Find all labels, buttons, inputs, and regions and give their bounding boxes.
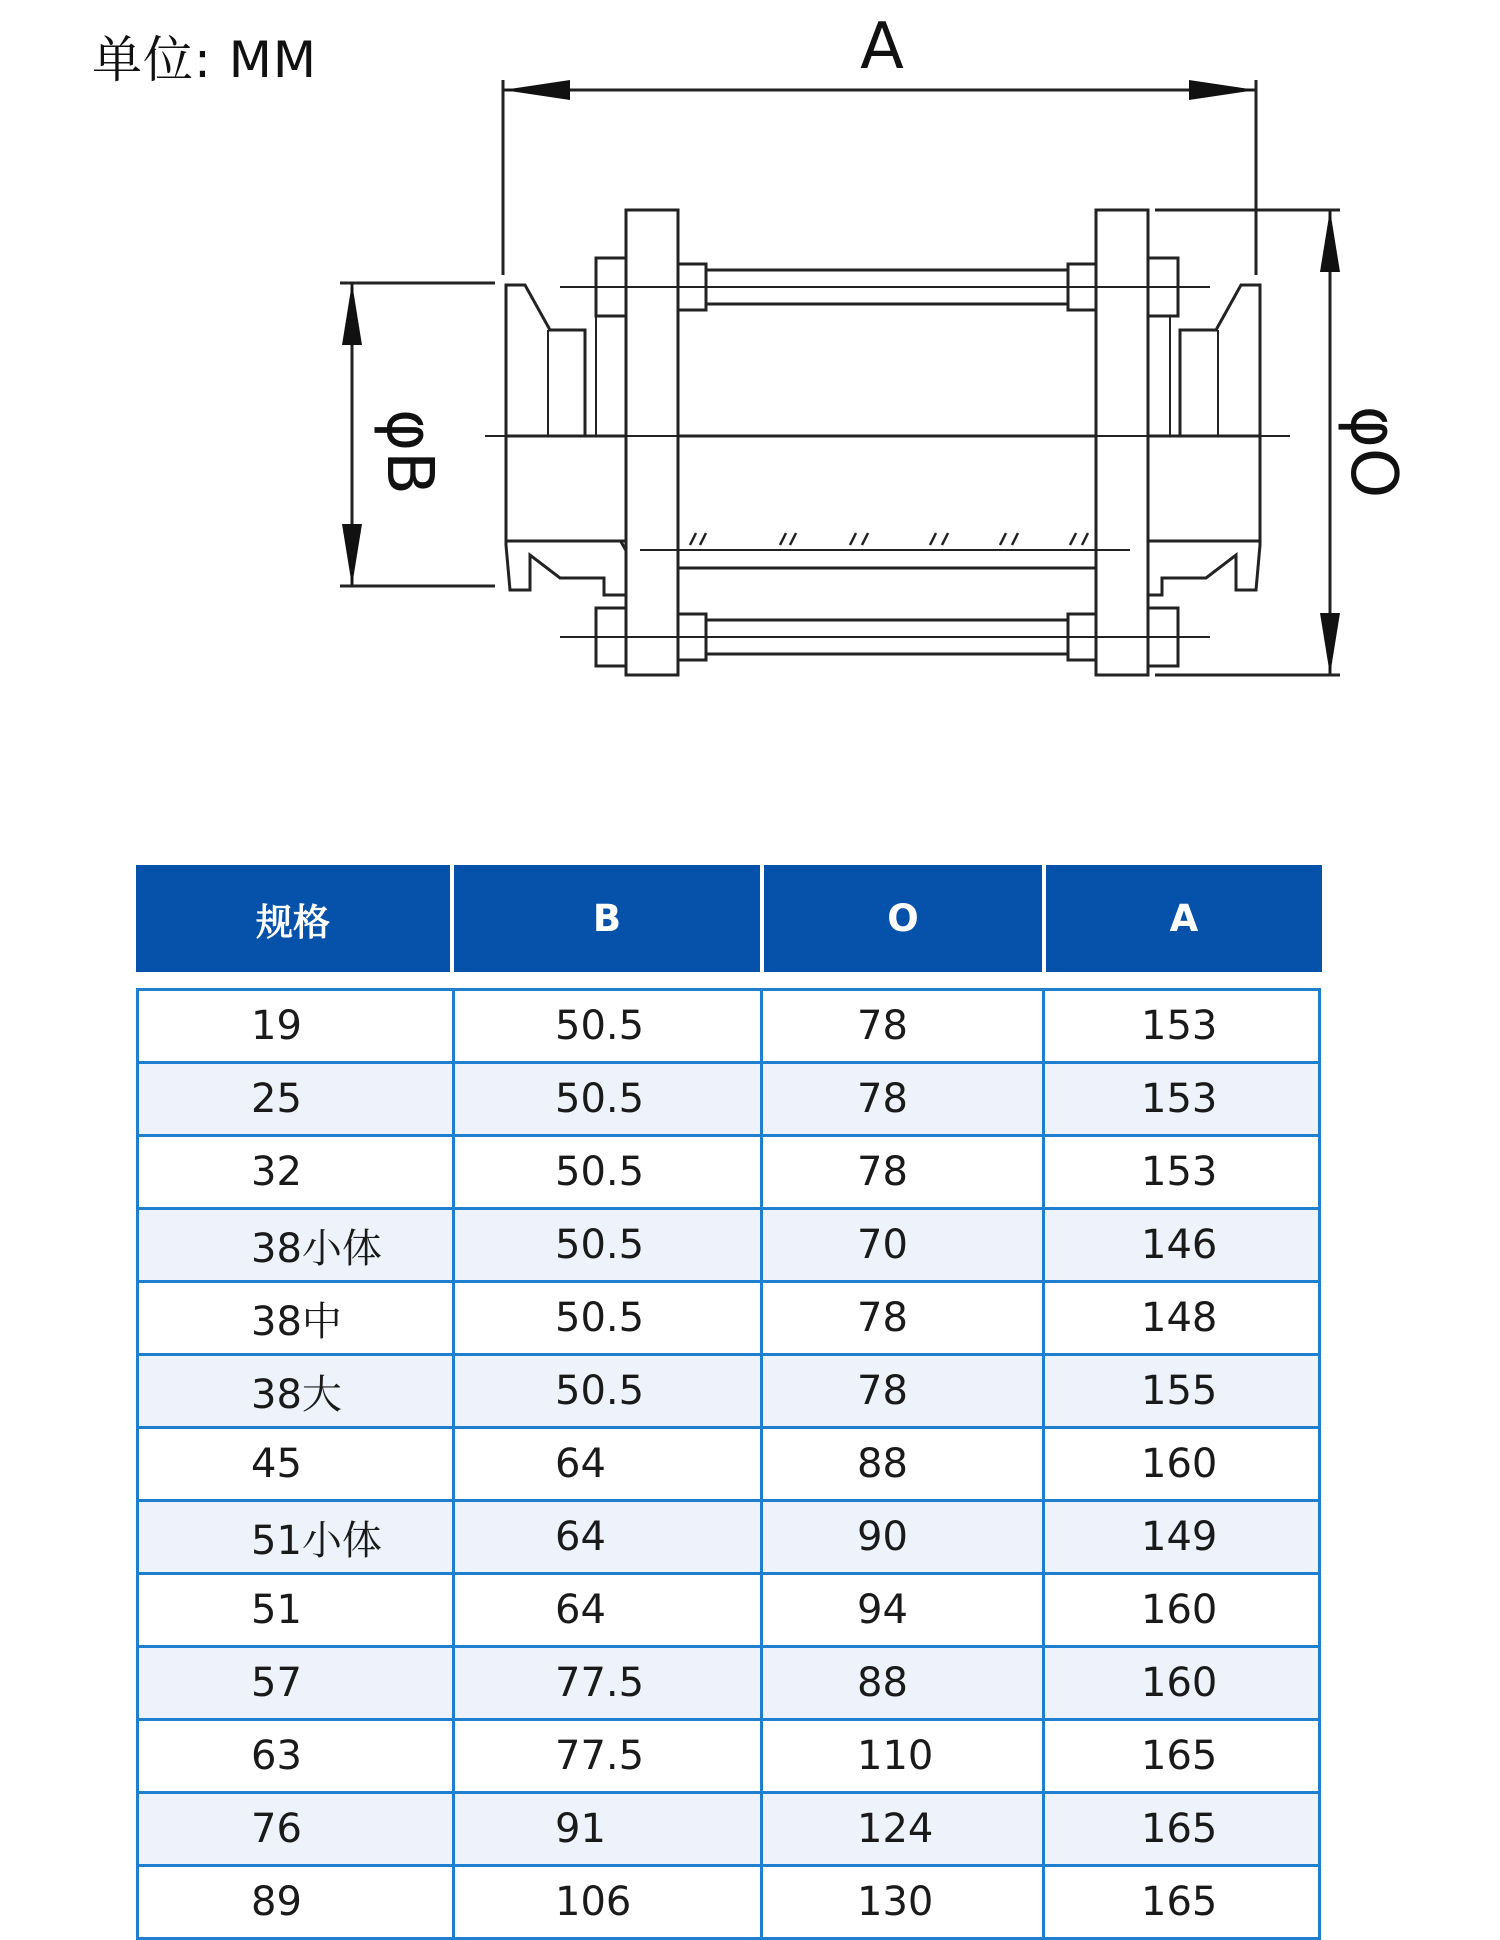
- arrow-b-bottom: [342, 524, 362, 586]
- cell-b: 91: [454, 1793, 762, 1866]
- right-flange: [1096, 210, 1148, 675]
- cell-b: 50.5: [454, 1063, 762, 1136]
- cell-b: 50.5: [454, 1355, 762, 1428]
- table-row: [138, 1793, 1320, 1866]
- cell-spec: 76: [138, 1793, 454, 1866]
- cell-b: 77.5: [454, 1647, 762, 1720]
- cell-b: 77.5: [454, 1720, 762, 1793]
- sight-glass-drawing: [0, 0, 1500, 760]
- cell-a: 155: [1044, 1355, 1320, 1428]
- cell-o: 110: [762, 1720, 1044, 1793]
- cell-a: 153: [1044, 990, 1320, 1063]
- header-spec: 规格: [136, 865, 450, 972]
- cell-spec: 19: [138, 990, 454, 1063]
- header-o: O: [764, 865, 1042, 972]
- cell-a: 160: [1044, 1647, 1320, 1720]
- cell-b: 106: [454, 1866, 762, 1939]
- unit-label: 单位: MM: [92, 31, 318, 89]
- cell-a: 149: [1044, 1501, 1320, 1574]
- cell-b: 50.5: [454, 1209, 762, 1282]
- arrow-a-right: [1189, 80, 1256, 100]
- cell-a: 153: [1044, 1063, 1320, 1136]
- cell-o: 78: [762, 1136, 1044, 1209]
- cell-spec: 89: [138, 1866, 454, 1939]
- table-row: [138, 1647, 1320, 1720]
- cell-b: 50.5: [454, 990, 762, 1063]
- cell-o: 88: [762, 1428, 1044, 1501]
- cell-o: 124: [762, 1793, 1044, 1866]
- cell-o: 78: [762, 1282, 1044, 1355]
- cell-spec: 45: [138, 1428, 454, 1501]
- table-row: [138, 1720, 1320, 1793]
- cell-spec: 38中: [138, 1282, 454, 1355]
- cell-b: 50.5: [454, 1136, 762, 1209]
- cell-o: 70: [762, 1209, 1044, 1282]
- table-header: [136, 865, 1322, 972]
- cell-spec: 51: [138, 1574, 454, 1647]
- table-body: [136, 988, 1321, 1940]
- table-row: [138, 1574, 1320, 1647]
- table-row: [138, 1063, 1320, 1136]
- table-row: [138, 990, 1320, 1063]
- table-row: [138, 1355, 1320, 1428]
- header-b: B: [454, 865, 760, 972]
- arrow-o-bottom: [1320, 613, 1340, 675]
- arrow-b-top: [342, 283, 362, 345]
- cell-o: 130: [762, 1866, 1044, 1939]
- cell-a: 160: [1044, 1428, 1320, 1501]
- cell-spec: 38小体: [138, 1209, 454, 1282]
- cell-spec: 57: [138, 1647, 454, 1720]
- dim-b-label: φB: [372, 408, 446, 496]
- cell-b: 64: [454, 1574, 762, 1647]
- cell-spec: 63: [138, 1720, 454, 1793]
- cell-o: 78: [762, 990, 1044, 1063]
- cell-a: 160: [1044, 1574, 1320, 1647]
- dim-o-label: φO: [1336, 405, 1410, 499]
- cell-a: 146: [1044, 1209, 1320, 1282]
- cell-o: 78: [762, 1063, 1044, 1136]
- header-a: A: [1046, 865, 1322, 972]
- cell-a: 165: [1044, 1720, 1320, 1793]
- table-row: [138, 1501, 1320, 1574]
- arrow-a-left: [503, 80, 570, 100]
- cell-o: 78: [762, 1355, 1044, 1428]
- cell-o: 88: [762, 1647, 1044, 1720]
- cell-a: 153: [1044, 1136, 1320, 1209]
- table-row: [138, 1866, 1320, 1939]
- cell-spec: 25: [138, 1063, 454, 1136]
- table-row: [138, 1209, 1320, 1282]
- table-row: [138, 1136, 1320, 1209]
- cell-spec: 32: [138, 1136, 454, 1209]
- cell-b: 64: [454, 1501, 762, 1574]
- table-row: [138, 1282, 1320, 1355]
- cell-b: 50.5: [454, 1282, 762, 1355]
- cell-o: 90: [762, 1501, 1044, 1574]
- cell-a: 148: [1044, 1282, 1320, 1355]
- left-flange: [626, 210, 678, 675]
- cell-b: 64: [454, 1428, 762, 1501]
- table-row: [138, 1428, 1320, 1501]
- arrow-o-top: [1320, 210, 1340, 272]
- dim-a-label: A: [860, 10, 904, 84]
- cell-a: 165: [1044, 1793, 1320, 1866]
- cell-spec: 51小体: [138, 1501, 454, 1574]
- glass-tube: [640, 436, 1130, 568]
- cell-a: 165: [1044, 1866, 1320, 1939]
- cell-spec: 38大: [138, 1355, 454, 1428]
- cell-o: 94: [762, 1574, 1044, 1647]
